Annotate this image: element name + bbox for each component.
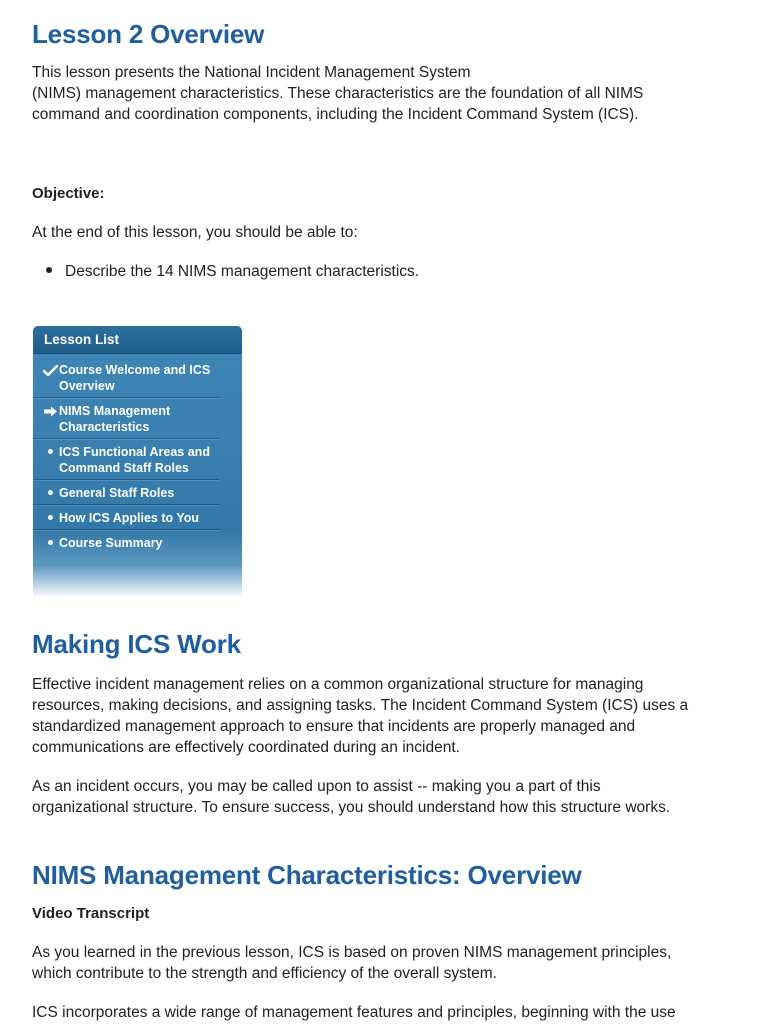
- lesson-list-title: Lesson List: [33, 326, 242, 354]
- nims-overview-paragraph-1: As you learned in the previous lesson, ICS is based on proven NIMS management principles, which contribute to the strength and efficiency of the overall system.: [32, 944, 672, 982]
- bullet-icon: [42, 444, 58, 460]
- lesson-intro: This lesson presents the National Incident Management System (NIMS) management characteristics. These characteristics are the foundation of all NIMS command and coordination components, including the Incident Command System (ICS).: [32, 64, 644, 123]
- bullet-icon: [42, 485, 58, 501]
- making-ics-paragraph-2: As an incident occurs, you may be called upon to assist -- making you a part of this organizational structure. To ensure success, you should understand how this structure works.: [32, 778, 671, 816]
- lesson-title: Lesson 2 Overview: [32, 19, 265, 49]
- objective-label: Objective:: [32, 185, 105, 202]
- lesson-list-item-general-staff-roles[interactable]: General Staff Roles: [33, 485, 219, 505]
- nims-overview-paragraph-2: ICS incorporates a wide range of management features and principles, beginning with the use: [32, 1004, 676, 1021]
- video-transcript-label: Video Transcript: [32, 905, 150, 922]
- lesson-list-item-course-summary[interactable]: Course Summary: [33, 535, 219, 554]
- lesson-list: [33, 362, 242, 559]
- lesson-list-panel: [33, 326, 242, 598]
- arrow-right-icon: [42, 403, 58, 417]
- bullet-icon: [46, 267, 52, 273]
- bullet-icon: [42, 510, 58, 526]
- checkmark-icon: [42, 362, 58, 376]
- making-ics-paragraph-1: Effective incident management relies on a common organizational structure for managing resources, making decisions, and assigning tasks. The Incident Command System (ICS) uses a standardized management approach to ensure that incidents are properly managed and communications are effectively coordinated during an incident.: [32, 676, 689, 756]
- objective-intro: At the end of this lesson, you should be able to:: [32, 224, 358, 241]
- lesson-list-item-how-ics-applies[interactable]: How ICS Applies to You: [33, 510, 219, 530]
- nims-overview-title: NIMS Management Characteristics: Overview: [32, 860, 582, 890]
- lesson-list-item-course-welcome[interactable]: Course Welcome and ICS Overview: [33, 362, 219, 398]
- lesson-list-item-nims-management[interactable]: NIMS Management Characteristics: [33, 403, 219, 439]
- bullet-icon: [42, 535, 58, 551]
- making-ics-title: Making ICS Work: [32, 629, 241, 659]
- lesson-list-item-ics-functional-areas[interactable]: ICS Functional Areas and Command Staff Roles: [33, 444, 219, 480]
- objective-item: Describe the 14 NIMS management characteristics.: [46, 261, 419, 282]
